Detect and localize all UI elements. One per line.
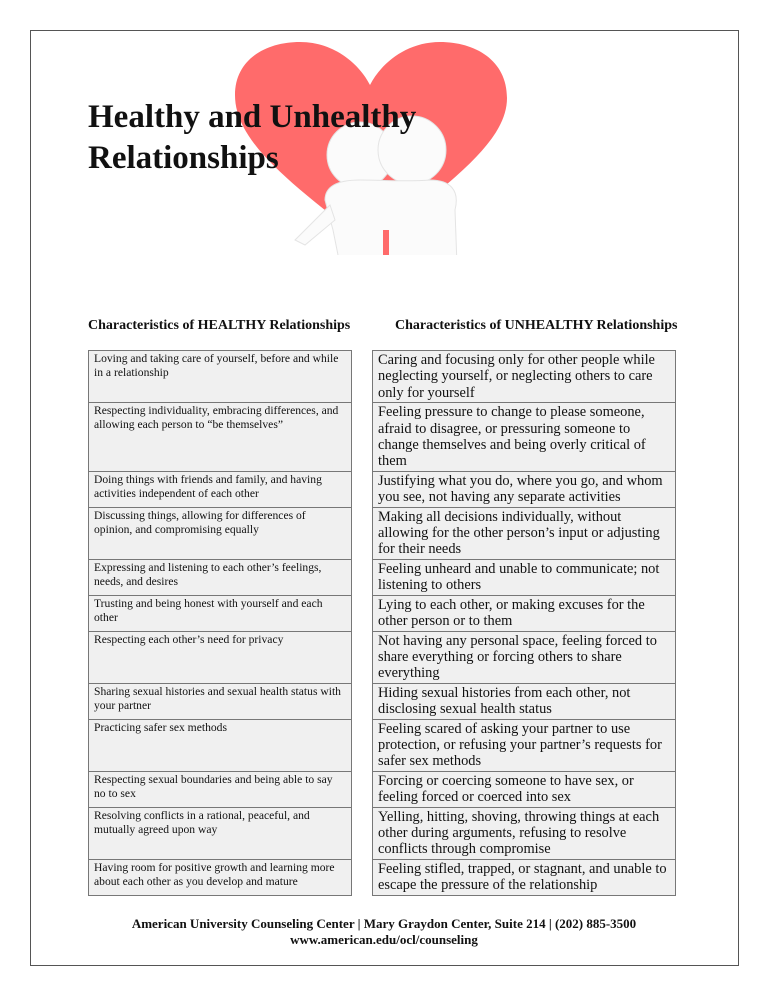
unhealthy-column-header: Characteristics of UNHEALTHY Relationships (395, 318, 678, 333)
unhealthy-cell: Caring and focusing only for other people while neglecting yourself, or neglecting others to care only for yourself (373, 351, 676, 403)
healthy-cell: Practicing safer sex methods (89, 719, 352, 771)
column-gap (352, 631, 373, 683)
healthy-cell: Sharing sexual histories and sexual health status with your partner (89, 683, 352, 719)
unhealthy-cell: Not having any personal space, feeling forced to share everything or forcing others to share everything (373, 631, 676, 683)
table-row (89, 559, 676, 595)
table-row (89, 351, 676, 403)
unhealthy-cell: Feeling scared of asking your partner to use protection, or refusing your partner’s requests for safer sex methods (373, 719, 676, 771)
unhealthy-cell: Feeling stifled, trapped, or stagnant, and unable to escape the pressure of the relationship (373, 859, 676, 895)
healthy-cell: Discussing things, allowing for differences of opinion, and compromising equally (89, 507, 352, 559)
column-gap (352, 859, 373, 895)
table-row (89, 403, 676, 472)
column-gap (352, 595, 373, 631)
healthy-cell: Respecting individuality, embracing differences, and allowing each person to “be themselves” (89, 403, 352, 472)
title-line-1: Healthy and Unhealthy (88, 99, 417, 135)
column-gap (352, 471, 373, 507)
healthy-cell: Respecting each other’s need for privacy (89, 631, 352, 683)
column-gap (352, 507, 373, 559)
column-gap (352, 771, 373, 807)
healthy-cell: Resolving conflicts in a rational, peaceful, and mutually agreed upon way (89, 807, 352, 859)
table-row (89, 771, 676, 807)
column-gap (352, 683, 373, 719)
healthy-column-header: Characteristics of HEALTHY Relationships (88, 318, 351, 333)
healthy-cell: Expressing and listening to each other’s feelings, needs, and desires (89, 559, 352, 595)
table-row (89, 683, 676, 719)
title-line-2: Relationships (88, 140, 279, 176)
healthy-cell: Having room for positive growth and learning more about each other as you develop and mature (89, 859, 352, 895)
table-row (89, 507, 676, 559)
content-flow (0, 350, 768, 948)
table-row (89, 859, 676, 895)
column-gap (352, 559, 373, 595)
unhealthy-cell: Yelling, hitting, shoving, throwing things at each other during arguments, refusing to resolve conflicts through compromise (373, 807, 676, 859)
table-row (89, 471, 676, 507)
unhealthy-cell: Feeling unheard and unable to communicate; not listening to others (373, 559, 676, 595)
healthy-cell: Doing things with friends and family, and having activities independent of each other (89, 471, 352, 507)
footer-website: www.american.edu/ocl/counseling (290, 931, 478, 947)
page-title (88, 97, 416, 179)
healthy-cell: Loving and taking care of yourself, before and while in a relationship (89, 351, 352, 403)
unhealthy-cell: Feeling pressure to change to please someone, afraid to disagree, or pressuring someone to change themselves and being overly critical of them (373, 403, 676, 472)
unhealthy-cell: Forcing or coercing someone to have sex, or feeling forced or coerced into sex (373, 771, 676, 807)
unhealthy-cell: Justifying what you do, where you go, and whom you see, not having any separate activities (373, 471, 676, 507)
unhealthy-cell: Making all decisions individually, without allowing for the other person’s input or adjusting for their needs (373, 507, 676, 559)
characteristics-table (88, 350, 676, 896)
table-row (89, 595, 676, 631)
unhealthy-cell: Hiding sexual histories from each other, not disclosing sexual health status (373, 683, 676, 719)
table-row (89, 719, 676, 771)
column-gap (352, 807, 373, 859)
healthy-cell: Trusting and being honest with yourself and each other (89, 595, 352, 631)
footer-address: American University Counseling Center | Mary Graydon Center, Suite 214 | (202) 885-3500 (131, 915, 637, 931)
table-row (89, 631, 676, 683)
column-gap (352, 351, 373, 403)
column-gap (352, 719, 373, 771)
unhealthy-cell: Lying to each other, or making excuses for the other person or to them (373, 595, 676, 631)
table-row (89, 807, 676, 859)
column-gap (352, 403, 373, 472)
healthy-cell: Respecting sexual boundaries and being able to say no to sex (89, 771, 352, 807)
